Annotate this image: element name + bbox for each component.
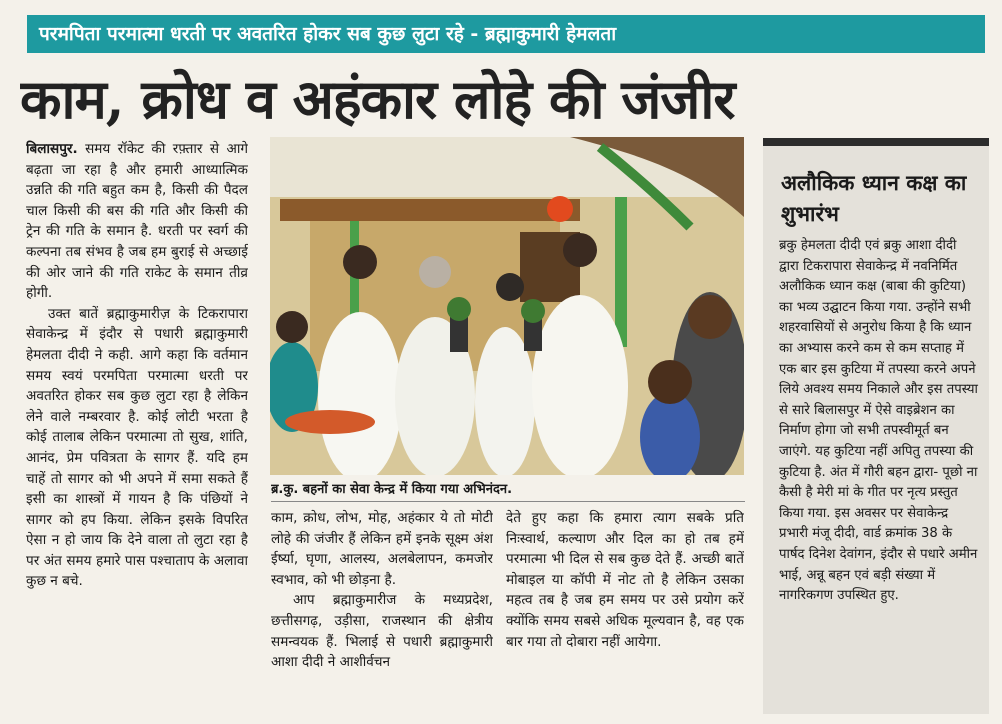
sidebar-top-bar xyxy=(763,138,989,146)
sidebar-body: ब्रकु हेमलता दीदी एवं ब्रकु आशा दीदी द्वारा टिकरापारा सेवाकेन्द्र में नवनिर्मित अलौकिक ध्यान कक्ष (बाबा की कुटिया) का भव्य उद्घाटन किया गया. उन्होंने सभी शहरवासियों से अनुरोध किया है कि ध्यान का अभ्यास करने कम से कम सप्ताह में एक बार इस कुटिया में तपस्या करने अपने लिये अवश्य समय निकाले और इस तपस्या से सारे बिलासपुर में ऐसे वाइब्रेशन का निर्माण होगा जो सभी तपस्वीमूर्त बन जाएंगे. यह कुटिया नहीं अपितु तपस्या की कुटिया है. अंत में गौरी बहन द्वारा- पूछो ना कैसी है मेरी मां के गीत पर नृत्य प्रस्तुत किया गया. इस अवसर पर सेवाकेन्द्र प्रभारी मंजू दीदी, वार्ड क्रमांक 38 के पार्षद दिनेश देवांगन, इंदौर से पधारे अमीन भाई, अन्नू बहन एवं बड़ी संख्या में नागरिकगण उपस्थित हुए. xyxy=(779,238,978,604)
article-column-2 xyxy=(271,508,493,714)
news-photo xyxy=(270,137,744,475)
dateline: बिलासपुर. xyxy=(26,141,78,157)
sidebar-box xyxy=(763,138,989,714)
article-paragraph: देते हुए कहा कि हमारा त्याग सबके प्रति निःस्वार्थ, कल्याण और दिल का हो तब हमें परमात्मा भी दिल से सब कुछ देते हैं. अच्छी बातें मोबाइल या कॉपी में नोट तो है लेकिन उसका महत्व तब है जब हम समय पर उसे प्रयोग करें क्योंकि समय सबसे अधिक मूल्यवान है, वह एक बार गया तो दोबारा नहीं आयेगा. xyxy=(506,510,744,650)
article-paragraph: काम, क्रोध, लोभ, मोह, अहंकार ये तो मोटी लोहे की जंजीर हैं लेकिन हमें इनके सूक्ष्म अंश ईर्ष्या, घृणा, आलस्य, अलबेलापन, कमजोर स्वभाव, को भी छोड़ना है. xyxy=(271,510,493,588)
photo-caption: ब्र.कु. बहनों का सेवा केन्द्र में किया गया अभिनंदन. xyxy=(271,479,745,502)
article-column-3 xyxy=(506,508,744,714)
article-paragraph: उक्त बातें ब्रह्माकुमारीज़ के टिकरापारा सेवाकेन्द्र में इंदौर से पधारी ब्रह्माकुमारी हेमलता दीदी ने कही. आगे कहा कि वर्तमान समय स्वयं परमपिता परमात्मा धरती पर अवतरित होकर सब कुछ लुटा रहा है लेकिन लेने वाले नम्बरवार है. कोई लोटी भरता है कोई तालाब लेकिन परमात्मा तो सुख, शांति, आनंद, प्रेम पवित्रता के सागर हैं. यदि हम चाहें तो सागर को भी अपने में समा सकते हैं इसी का शास्त्रों में गायन है कि पंछियों ने सागर को हप किया. लेकिन इसके विपरित ऐसा न हो जाय कि देने वाला तो लुटा रहा है पर अंत समय हमारे पास पश्चाताप के अलावा कुछ न बचे. xyxy=(26,305,248,590)
article-column-1 xyxy=(26,139,248,714)
news-photo-illustration xyxy=(270,137,744,475)
article-paragraph xyxy=(26,139,248,304)
sidebar-title: अलौकिक ध्यान कक्ष का शुभारंभ xyxy=(781,171,967,226)
headline: काम, क्रोध व अहंकार लोहे की जंजीर xyxy=(20,67,735,131)
top-banner: परमपिता परमात्मा धरती पर अवतरित होकर सब कुछ लुटा रहे - ब्रह्माकुमारी हेमलता xyxy=(27,15,985,53)
article-text: समय रॉकेट की रफ़्तार से आगे बढ़ता जा रहा है और हमारी आध्यात्मिक उन्नति की गति बहुत कम है, किसी की पैदल चाल किसी की बस की गति और किसी की ट्रेन की गति के समान है. धरती पर स्वर्ग की कल्पना तब संभव है जब हम बुराई से अच्छाई की ओर जाने की गति राकेट के समान तीव्र होगी. xyxy=(26,141,248,302)
article-paragraph: आप ब्रह्माकुमारीज के मध्यप्रदेश, छत्तीसगढ़, उड़ीसा, राजस्थान की क्षेत्रीय समन्वयक हैं. भिलाई से पधारी ब्रह्माकुमारी आशा दीदी ने आशीर्वचन xyxy=(271,592,493,671)
